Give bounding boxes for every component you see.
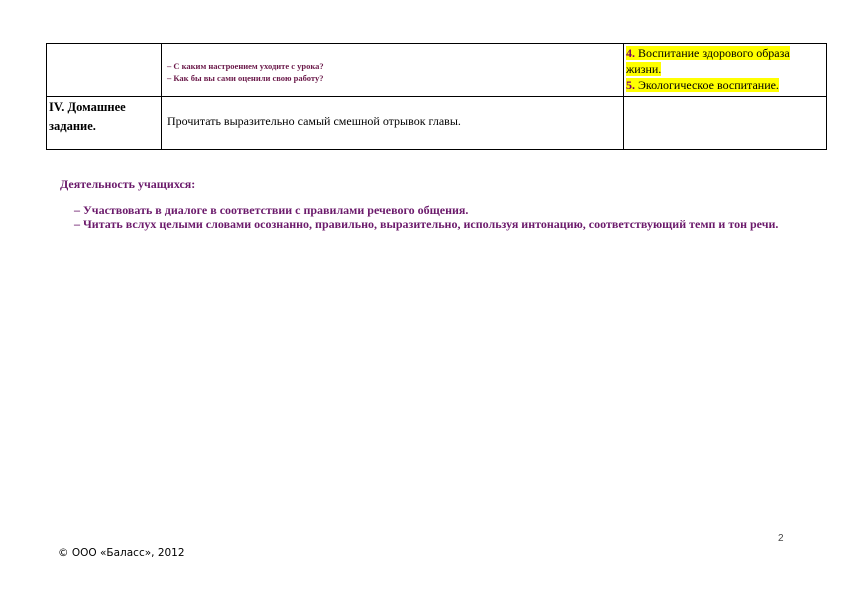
- stage-cell: [47, 97, 162, 150]
- goal-item: [626, 78, 779, 92]
- goal-number: 5.: [626, 78, 635, 92]
- goal-text: Экологическое воспитание.: [635, 78, 779, 92]
- table-row: [47, 97, 827, 150]
- questions-cell: [162, 44, 624, 97]
- question-line: – С каким настроением уходите с урока?: [167, 61, 324, 71]
- goal-item: [626, 46, 790, 76]
- activity-item: – Читать вслух целыми словами осознанно, правильно, выразительно, используя интонацию, соответствующий темп и тон речи.: [74, 217, 779, 231]
- lesson-table: [46, 43, 827, 150]
- goal-number: 4.: [626, 46, 635, 60]
- table-row: [47, 44, 827, 97]
- activity-item: – Участвовать в диалоге в соответствии с правилами речевого общения.: [74, 203, 469, 217]
- student-activity: [60, 177, 790, 231]
- page-number: 2: [778, 533, 784, 544]
- goal-text: Воспитание здорового образа жизни.: [626, 46, 790, 76]
- activity-heading: Деятельность учащихся:: [60, 177, 196, 191]
- homework-cell: [162, 97, 624, 150]
- copyright-notice: © ООО «Баласс», 2012: [58, 547, 185, 559]
- question-line: – Как бы вы сами оценили свою работу?: [167, 73, 324, 83]
- empty-cell: [624, 97, 827, 150]
- homework-text: Прочитать выразительно самый смешной отрывок главы.: [167, 114, 461, 128]
- goals-cell: [624, 44, 827, 97]
- stage-cell-empty: [47, 44, 162, 97]
- stage-title: IV. Домашнее задание.: [49, 100, 126, 133]
